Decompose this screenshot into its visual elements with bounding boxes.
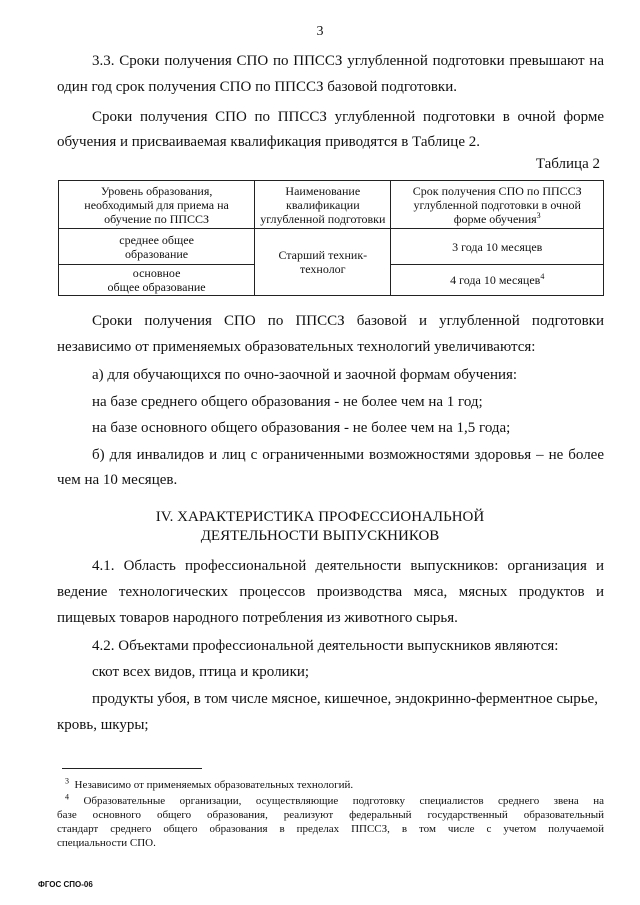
para-intro-line-2: обучения и присваиваемая квалификация приводятся в Таблице 2.	[57, 134, 480, 150]
footnote-3	[65, 778, 353, 792]
header-education-level: Уровень образования, необходимый для приема на обучение по ППССЗ	[59, 181, 255, 229]
para-intro-line-1: Сроки получения СПО по ППССЗ углубленной подготовки в очной форме	[92, 109, 604, 125]
cell-duration-secondary: 3 года 10 месяцев	[391, 229, 604, 265]
duration-table	[58, 180, 604, 296]
para-4-1-line-3: пищевых товаров народного потребления из животного сырья.	[57, 610, 458, 626]
footnote-4-line-3: стандарт среднего общего образования в пределах ППССЗ, в том числе с учетом получаемой	[57, 823, 604, 835]
table-caption: Таблица 2	[535, 156, 600, 172]
item-b-line-1: б) для инвалидов и лиц с ограниченными возможностями здоровья – не более	[92, 447, 604, 463]
para-3-3-line-1: 3.3. Сроки получения СПО по ППССЗ углубленной подготовки превышают на	[92, 53, 604, 69]
object-livestock: скот всех видов, птица и кролики;	[92, 664, 310, 680]
footnote-4-line-4: специальности СПО.	[57, 837, 156, 849]
cell-basic-general: основное общее образование	[59, 265, 255, 296]
item-a-1: на базе среднего общего образования - не более чем на 1 год;	[92, 394, 483, 410]
object-slaughter-products-line-2: кровь, шкуры;	[57, 717, 149, 733]
cell-duration-basic: 4 года 10 месяцев$^4$	[391, 265, 604, 296]
object-slaughter-products-line-1: продукты убоя, в том числе мясное, кишечное, эндокринно-ферментное сырье,	[92, 691, 598, 707]
footnote-4-mark: 4	[65, 792, 69, 802]
cell-qualification: Старший техник- технолог	[255, 229, 391, 296]
document-code: ФГОС СПО-06	[38, 880, 93, 889]
para-increase-line-2: независимо от применяемых образовательных технологий увеличиваются:	[57, 339, 536, 355]
item-a-2: на базе основного общего образования - не более чем на 1,5 года;	[92, 420, 511, 436]
header-duration: Срок получения СПО по ППССЗ углубленной подготовки в очной форме обучения$^3$	[391, 181, 604, 229]
item-a: а) для обучающихся по очно-заочной и заочной формам обучения:	[92, 367, 518, 383]
cell-secondary-general: среднее общее образование	[59, 229, 255, 265]
para-4-1-line-2: ведение технологических процессов производства мяса, мясных продуктов и	[57, 584, 604, 600]
para-4-2: 4.2. Объектами профессиональной деятельности выпускников являются:	[92, 638, 559, 654]
footnote-3-text: Независимо от применяемых образовательных технологий.	[74, 779, 354, 791]
section-heading-line-1: IV. ХАРАКТЕРИСТИКА ПРОФЕССИОНАЛЬНОЙ	[155, 509, 485, 525]
page-number: 3	[316, 24, 324, 39]
footnote-4-line-2: базе основного общего образования, реализуют федеральный государственный образовательный	[57, 809, 604, 821]
footnote-separator	[62, 768, 202, 769]
para-4-1-line-1: 4.1. Область профессиональной деятельности выпускников: организация и	[92, 558, 604, 574]
section-heading-line-2: ДЕЯТЕЛЬНОСТИ ВЫПУСКНИКОВ	[200, 528, 440, 544]
para-3-3-line-2: один год срок получения СПО по ППССЗ базовой подготовки.	[57, 79, 457, 95]
para-increase-line-1: Сроки получения СПО по ППССЗ базовой и углубленной подготовки	[92, 313, 604, 329]
item-b-line-2: чем на 10 месяцев.	[57, 472, 178, 488]
footnote-3-mark: 3	[65, 776, 69, 786]
header-qualification: Наименование квалификации углубленной подготовки	[255, 181, 391, 229]
footnote-4-line-1: $^4$ Образовательные организации, осуществляющие подготовку специалистов среднего звена на	[65, 792, 604, 807]
